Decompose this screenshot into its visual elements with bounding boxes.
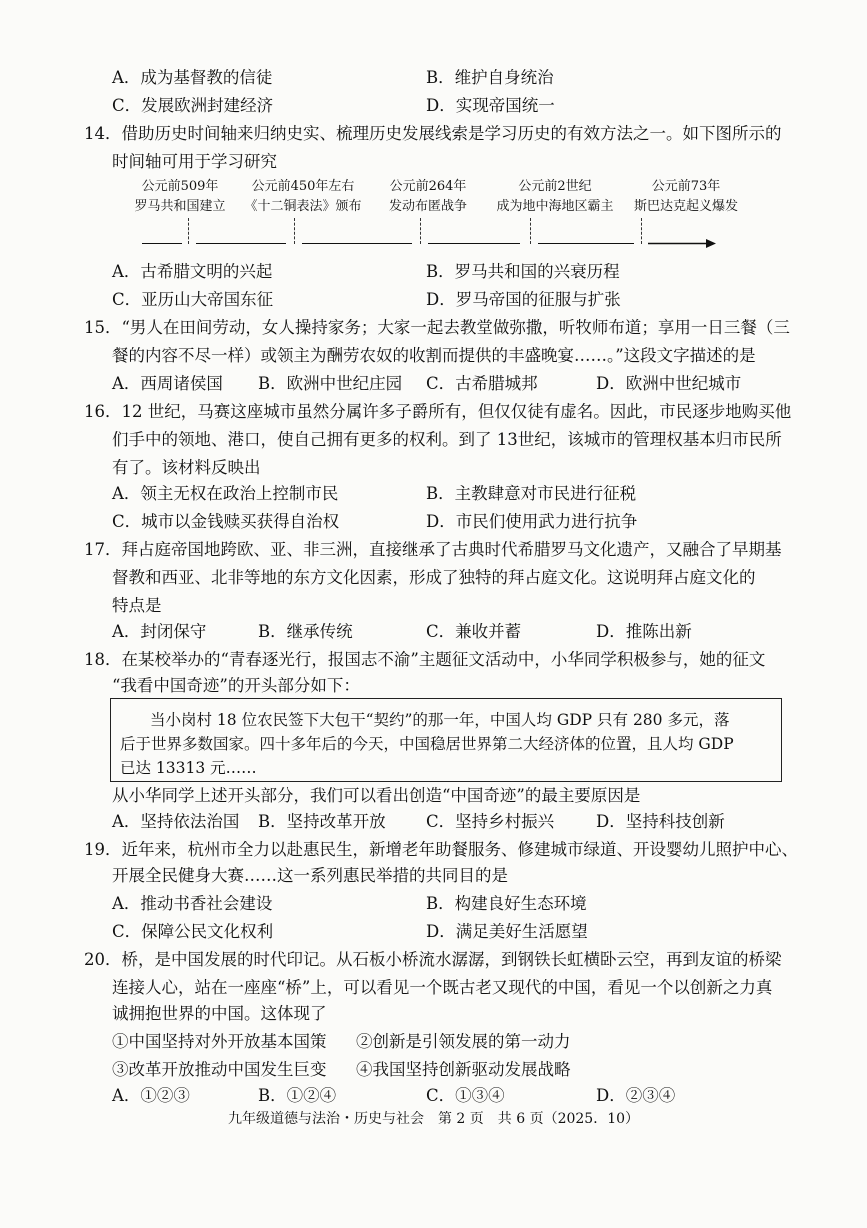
q20-statement-4: ④我国坚持创新驱动发展战略	[356, 1060, 571, 1079]
q19-option-c: C．保障公民文化权利	[112, 922, 274, 941]
q19-stem-line2: 开展全民健身大赛……这一系列惠民举措的共同目的是	[112, 866, 508, 885]
timeline-date-4: 公元前2世纪	[518, 179, 592, 194]
q16-option-a: A．领主无权在政治上控制市民	[112, 484, 339, 503]
timeline-event-5: 斯巴达克起义爆发	[633, 199, 738, 214]
q19-option-b: B．构建良好生态环境	[426, 894, 587, 913]
q19-stem-line1: 19．近年来，杭州市全力以赴惠民生，新增老年助餐服务、修建城市绿道、开设婴幼儿照护中心、	[84, 840, 798, 859]
timeline-date-5: 公元前73年	[651, 179, 721, 194]
q16-option-d: D．市民们使用武力进行抗争	[426, 512, 638, 531]
timeline-event-1: 罗马共和国建立	[134, 199, 226, 214]
q14-option-c: C．亚历山大帝国东征	[112, 290, 274, 309]
q14-option-b: B．罗马共和国的兴衰历程	[426, 262, 620, 281]
q20-option-a: A．①②③	[112, 1086, 190, 1105]
timeline-event-2: 《十二铜表法》颁布	[244, 199, 362, 214]
q18-stem-line1: 18．在某校举办的“青春逐光行，报国志不渝”主题征文活动中，小华同学积极参与，她的征文	[84, 650, 766, 669]
q15-option-b: B．欧洲中世纪庄园	[258, 374, 403, 393]
timeline-segment	[142, 243, 182, 244]
q14-stem-line1: 14．借助历史时间轴来归纳史实、梳理历史发展线索是学习历史的有效方法之一。如下图所示的	[84, 124, 782, 143]
q13-option-a: A．成为基督教的信徒	[112, 68, 273, 87]
q17-stem-line1: 17．拜占庭帝国地跨欧、亚、非三洲，直接继承了古典时代希腊罗马文化遗产，又融合了早期基	[84, 540, 782, 559]
timeline-date-2: 公元前450年左右	[251, 179, 355, 194]
essay-excerpt-line2: 后于世界多数国家。四十多年后的今天，中国稳居世界第二大经济体的位置，且人均 GDP	[120, 735, 734, 753]
q19-option-d: D．满足美好生活愿望	[426, 922, 588, 941]
q17-option-b: B．继承传统	[258, 622, 353, 641]
q19-option-a: A．推动书香社会建设	[112, 894, 273, 913]
q17-stem-line2: 督教和西亚、北非等地的东方文化因素，形成了独特的拜占庭文化。这说明拜占庭文化的	[112, 568, 756, 587]
q20-statement-2: ②创新是引领发展的第一动力	[356, 1032, 571, 1051]
q20-option-d: D．②③④	[596, 1086, 676, 1105]
q15-option-c: C．古希腊城邦	[426, 374, 538, 393]
q18-option-d: D．坚持科技创新	[596, 812, 725, 831]
timeline-tick-5	[641, 218, 642, 244]
q20-statement-3: ③改革开放推动中国发生巨变	[112, 1060, 327, 1079]
q14-option-d: D．罗马帝国的征服与扩张	[426, 290, 621, 309]
timeline-segment	[302, 243, 412, 244]
q17-option-c: C．兼收并蓄	[426, 622, 522, 641]
q20-option-b: B．①②④	[258, 1086, 337, 1105]
timeline-date-3: 公元前264年	[389, 179, 467, 194]
timeline-tick-3	[420, 218, 421, 244]
q20-stem-line2: 连接人心，站在一座座“桥”上，可以看见一个既古老又现代的中国，看见一个以创新之力真	[112, 978, 773, 997]
timeline-tick-4	[530, 218, 531, 244]
q17-option-a: A．封闭保守	[112, 622, 207, 641]
q20-stem-line3: 诚拥抱世界的中国。这体现了	[112, 1004, 327, 1023]
timeline-tick-1	[188, 218, 189, 244]
q17-option-d: D．推陈出新	[596, 622, 692, 641]
q16-option-b: B．主教肆意对市民进行征税	[426, 484, 637, 503]
q16-stem-line1: 16．12 世纪，马赛这座城市虽然分属许多子爵所有，但仅仅徒有虚名。因此，市民逐步地购买他	[84, 402, 792, 421]
q13-option-b: B．维护自身统治	[426, 68, 554, 87]
q20-option-c: C．①③④	[426, 1086, 505, 1105]
timeline-event-3: 发动布匿战争	[388, 199, 467, 214]
q16-stem-line2: 们手中的领地、港口，使自己拥有更多的权利。到了 13世纪，该城市的管理权基本归市民所	[112, 430, 782, 449]
essay-excerpt-line1: 当小岗村 18 位农民签下大包干“契约”的那一年，中国人均 GDP 只有 280 多元，落	[150, 711, 730, 729]
q20-statement-1: ①中国坚持对外开放基本国策	[112, 1032, 327, 1051]
q14-stem-line2: 时间轴可用于学习研究	[112, 152, 277, 171]
q16-option-c: C．城市以金钱赎买获得自治权	[112, 512, 340, 531]
q13-option-c: C．发展欧洲封建经济	[112, 96, 274, 115]
q16-stem-line3: 有了。该材料反映出	[112, 458, 261, 477]
timeline-event-4: 成为地中海地区霸主	[496, 199, 614, 214]
q15-stem-line2: 餐的内容不尽一样）或领主为酬劳农奴的收割而提供的丰盛晚宴……。”这段文字描述的是	[112, 346, 756, 365]
q18-stem-line2: “我看中国奇迹”的开头部分如下：	[112, 676, 360, 695]
q20-stem-line1: 20．桥，是中国发展的时代印记。从石板小桥流水潺潺，到钢铁长虹横卧云空，再到友谊的桥梁	[84, 950, 782, 969]
timeline-segment	[538, 243, 634, 244]
timeline-arrow	[648, 236, 718, 250]
q14-option-a: A．古希腊文明的兴起	[112, 262, 273, 281]
q18-option-b: B．坚持改革开放	[258, 812, 386, 831]
timeline-date-1: 公元前509年	[141, 179, 219, 194]
q17-stem-line3: 特点是	[112, 596, 162, 615]
q18-stem-line3: 从小华同学上述开头部分，我们可以看出创造“中国奇迹”的最主要原因是	[112, 786, 641, 805]
q15-stem-line1: 15．“男人在田间劳动，女人操持家务；大家一起去教堂做弥撒，听牧师布道；享用一日三餐（三	[84, 318, 790, 337]
timeline-segment	[428, 243, 520, 244]
q15-option-a: A．西周诸侯国	[112, 374, 223, 393]
q15-option-d: D．欧洲中世纪城市	[596, 374, 742, 393]
timeline-segment	[196, 243, 286, 244]
q18-option-c: C．坚持乡村振兴	[426, 812, 555, 831]
q13-option-d: D．实现帝国统一	[426, 96, 555, 115]
essay-excerpt-line3: 已达 13313 元……	[120, 759, 257, 777]
timeline-tick-2	[294, 218, 295, 244]
q18-option-a: A．坚持依法治国	[112, 812, 240, 831]
page-footer: 九年级道德与法治・历史与社会 第 2 页 共 6 页（2025．10）	[227, 1111, 640, 1127]
